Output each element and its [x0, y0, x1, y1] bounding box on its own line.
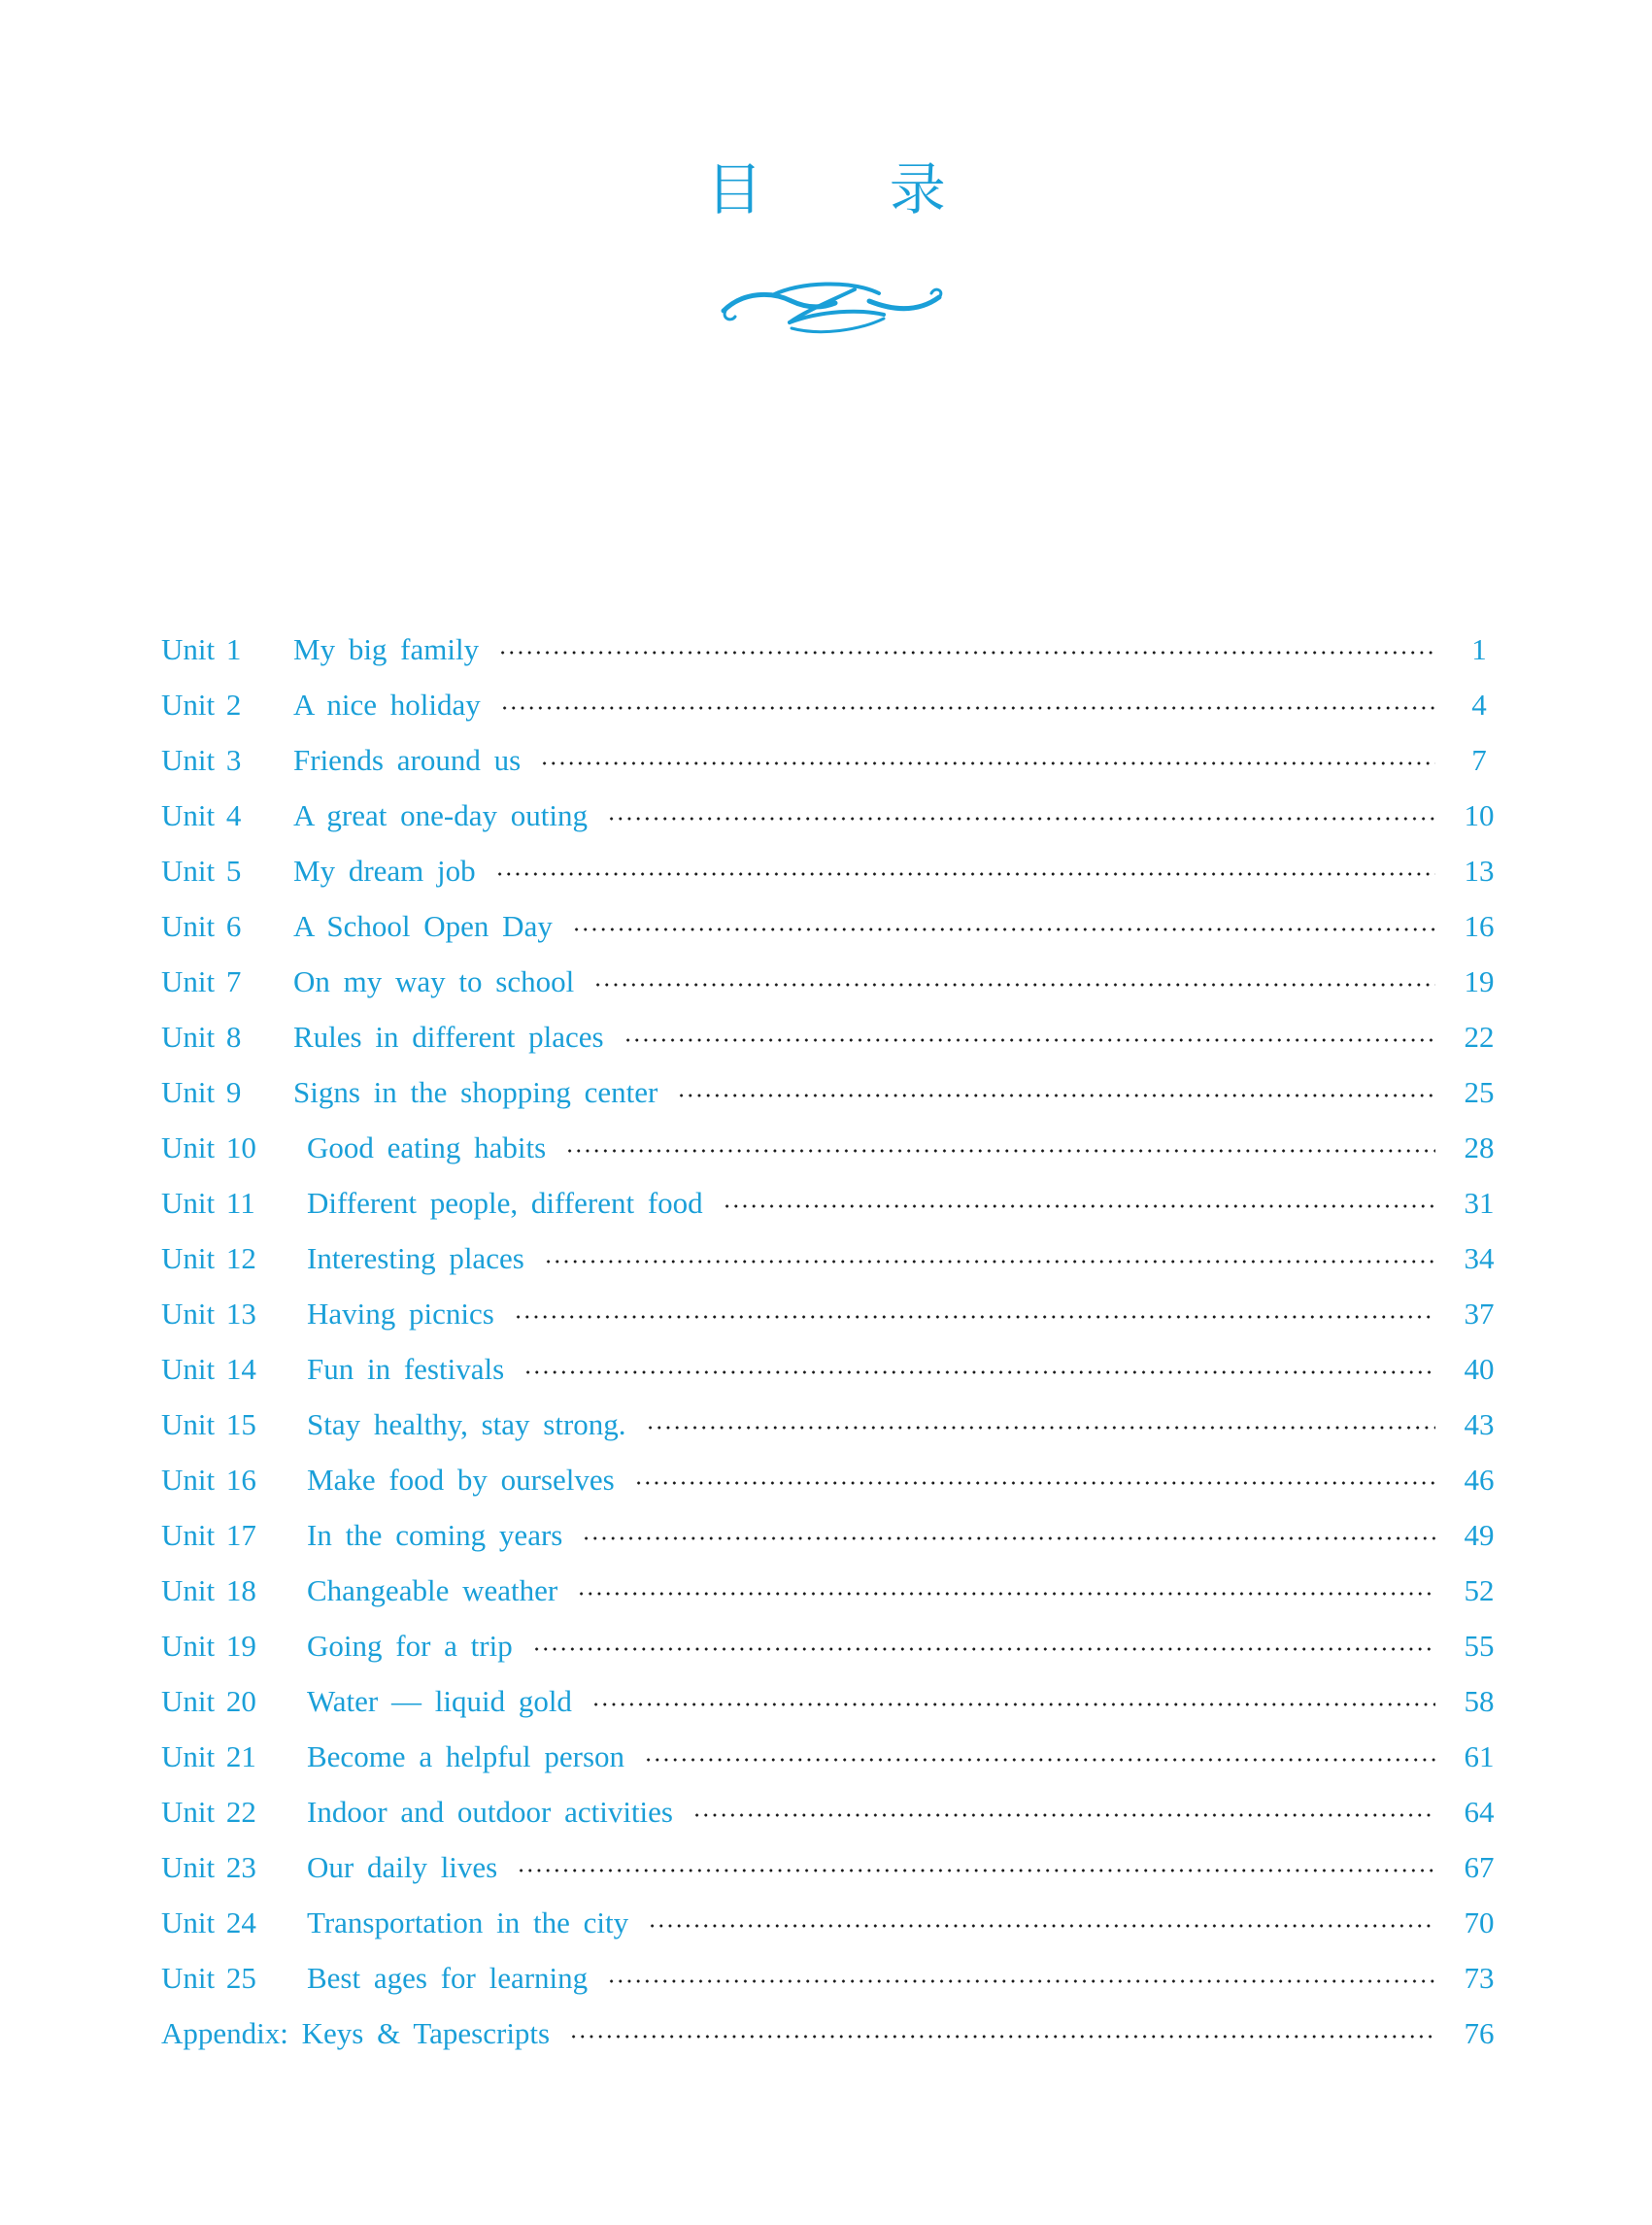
toc-page-number: 28	[1464, 1129, 1495, 1164]
dot-leader	[607, 817, 1435, 821]
dot-leader	[677, 1094, 1435, 1097]
dot-leader	[591, 1702, 1435, 1706]
dot-leader	[572, 927, 1435, 931]
toc-unit-number: Unit 7	[161, 963, 242, 998]
toc-page-number: 10	[1464, 797, 1495, 832]
appendix-page-number: 76	[1464, 2015, 1495, 2050]
toc-page-number: 40	[1464, 1351, 1495, 1386]
toc-unit-number: Unit 18	[161, 1572, 256, 1607]
toc-topic-title: Different people, different food	[307, 1185, 703, 1220]
toc-page-number: 70	[1464, 1905, 1495, 1939]
toc-page-number: 16	[1464, 908, 1495, 943]
toc-page-number: 19	[1464, 963, 1495, 998]
dot-leader	[517, 1869, 1435, 1872]
toc-topic-title: My big family	[293, 631, 480, 666]
dot-leader	[648, 1924, 1435, 1928]
toc-entry[interactable]	[161, 1950, 1501, 2006]
toc-topic-title: A nice holiday	[293, 687, 481, 722]
toc-topic-title: Fun in festivals	[307, 1351, 505, 1386]
dot-leader	[500, 706, 1435, 710]
toc-page-number: 13	[1464, 853, 1495, 888]
toc-page-number: 73	[1464, 1960, 1495, 1995]
toc-entry[interactable]	[161, 1397, 1501, 1452]
toc-entry[interactable]	[161, 1009, 1501, 1064]
dot-leader	[692, 1813, 1435, 1817]
toc-topic-title: My dream job	[293, 853, 476, 888]
toc-entry[interactable]	[161, 1618, 1501, 1673]
dot-leader	[634, 1481, 1435, 1485]
toc-page-number: 22	[1464, 1019, 1495, 1054]
dot-leader	[582, 1536, 1435, 1540]
toc-topic-title: Best ages for learning	[307, 1960, 589, 1995]
dot-leader	[532, 1647, 1435, 1651]
toc-entry[interactable]	[161, 1286, 1501, 1341]
toc-page-number: 58	[1464, 1683, 1495, 1718]
toc-page-number: 1	[1471, 631, 1487, 666]
toc-entry[interactable]	[161, 1230, 1501, 1286]
toc-topic-title: Going for a trip	[307, 1628, 513, 1663]
toc-topic-title: Transportation in the city	[307, 1905, 629, 1939]
dot-leader	[644, 1758, 1435, 1762]
toc-topic-title: A School Open Day	[293, 908, 553, 943]
toc-entry[interactable]	[161, 1341, 1501, 1397]
toc-unit-number: Unit 21	[161, 1738, 256, 1773]
toc-unit-number: Unit 22	[161, 1794, 256, 1829]
toc-topic-title: Friends around us	[293, 742, 522, 777]
toc-topic-title: Interesting places	[307, 1240, 524, 1275]
toc-page-number: 64	[1464, 1794, 1495, 1829]
toc-topic-title: Our daily lives	[307, 1849, 498, 1884]
toc-entry[interactable]	[161, 1120, 1501, 1175]
toc-topic-title: Water — liquid gold	[307, 1683, 572, 1718]
toc-page-number: 52	[1464, 1572, 1495, 1607]
toc-topic-title: In the coming years	[307, 1517, 563, 1552]
toc-entry[interactable]	[161, 1839, 1501, 1895]
toc-page-number: 7	[1471, 742, 1487, 777]
toc-unit-number: Unit 20	[161, 1683, 256, 1718]
toc-page-number: 37	[1464, 1296, 1495, 1331]
toc-entry-appendix[interactable]	[161, 2006, 1501, 2061]
toc-page-number: 61	[1464, 1738, 1495, 1773]
toc-page-number: 55	[1464, 1628, 1495, 1663]
toc-entry[interactable]	[161, 1064, 1501, 1120]
dot-leader	[646, 1426, 1435, 1430]
toc-unit-number: Unit 12	[161, 1240, 256, 1275]
toc-unit-number: Unit 9	[161, 1074, 242, 1109]
toc-page-number: 4	[1471, 687, 1487, 722]
toc-unit-number: Unit 13	[161, 1296, 256, 1331]
toc-unit-number: Unit 19	[161, 1628, 256, 1663]
toc-unit-number: Unit 23	[161, 1849, 256, 1884]
table-of-contents	[161, 622, 1501, 2061]
toc-entry[interactable]	[161, 677, 1501, 732]
toc-page-number: 67	[1464, 1849, 1495, 1884]
toc-entry[interactable]	[161, 1895, 1501, 1950]
toc-entry[interactable]	[161, 1507, 1501, 1563]
toc-entry[interactable]	[161, 732, 1501, 788]
toc-topic-title: Good eating habits	[307, 1129, 547, 1164]
toc-page-number: 25	[1464, 1074, 1495, 1109]
toc-page-number: 31	[1464, 1185, 1495, 1220]
dot-leader	[723, 1204, 1435, 1208]
toc-unit-number: Unit 24	[161, 1905, 256, 1939]
dot-leader	[624, 1038, 1435, 1042]
flourish-ornament-icon	[714, 272, 947, 340]
dot-leader	[540, 761, 1435, 765]
dot-leader	[593, 983, 1435, 987]
toc-page-number: 49	[1464, 1517, 1495, 1552]
toc-entry[interactable]	[161, 622, 1501, 677]
toc-unit-number: Unit 4	[161, 797, 242, 832]
toc-entry[interactable]	[161, 1784, 1501, 1839]
toc-unit-number: Unit 11	[161, 1185, 255, 1220]
dot-leader	[607, 1979, 1435, 1983]
page-title: 目 录	[706, 156, 1000, 222]
dot-leader	[498, 651, 1435, 655]
toc-unit-number: Unit 16	[161, 1462, 256, 1497]
toc-unit-number: Unit 5	[161, 853, 242, 888]
toc-topic-title: Signs in the shopping center	[293, 1074, 658, 1109]
toc-topic-title: Become a helpful person	[307, 1738, 625, 1773]
toc-unit-number: Unit 17	[161, 1517, 256, 1552]
toc-topic-title: Make food by ourselves	[307, 1462, 615, 1497]
toc-page-number: 34	[1464, 1240, 1495, 1275]
toc-entry[interactable]	[161, 1452, 1501, 1507]
toc-entry[interactable]	[161, 788, 1501, 843]
dot-leader	[565, 1149, 1435, 1153]
dot-leader	[569, 2035, 1435, 2039]
dot-leader	[544, 1260, 1435, 1264]
toc-entry[interactable]	[161, 1729, 1501, 1784]
toc-unit-number: Unit 1	[161, 631, 242, 666]
toc-topic-title: Rules in different places	[293, 1019, 604, 1054]
toc-topic-title: Stay healthy, stay strong.	[307, 1406, 626, 1441]
toc-unit-number: Unit 14	[161, 1351, 256, 1386]
dot-leader	[495, 872, 1435, 876]
toc-topic-title: On my way to school	[293, 963, 575, 998]
toc-entry[interactable]	[161, 1175, 1501, 1230]
toc-entry[interactable]	[161, 1673, 1501, 1729]
dot-leader	[577, 1592, 1435, 1596]
toc-page-number: 43	[1464, 1406, 1495, 1441]
dot-leader	[514, 1315, 1435, 1319]
toc-entry[interactable]	[161, 954, 1501, 1009]
toc-topic-title: Changeable weather	[307, 1572, 558, 1607]
dot-leader	[523, 1370, 1435, 1374]
toc-unit-number: Unit 8	[161, 1019, 242, 1054]
toc-unit-number: Unit 15	[161, 1406, 256, 1441]
toc-page-number: 46	[1464, 1462, 1495, 1497]
toc-entry[interactable]	[161, 1563, 1501, 1618]
toc-unit-number: Unit 6	[161, 908, 242, 943]
toc-unit-number: Unit 3	[161, 742, 242, 777]
toc-unit-number: Unit 25	[161, 1960, 256, 1995]
toc-entry[interactable]	[161, 898, 1501, 954]
toc-unit-number: Unit 2	[161, 687, 242, 722]
toc-unit-number: Unit 10	[161, 1129, 256, 1164]
toc-topic-title: Indoor and outdoor activities	[307, 1794, 673, 1829]
appendix-label: Appendix: Keys & Tapescripts	[161, 2015, 551, 2050]
toc-topic-title: A great one-day outing	[293, 797, 588, 832]
toc-entry[interactable]	[161, 843, 1501, 898]
toc-topic-title: Having picnics	[307, 1296, 494, 1331]
